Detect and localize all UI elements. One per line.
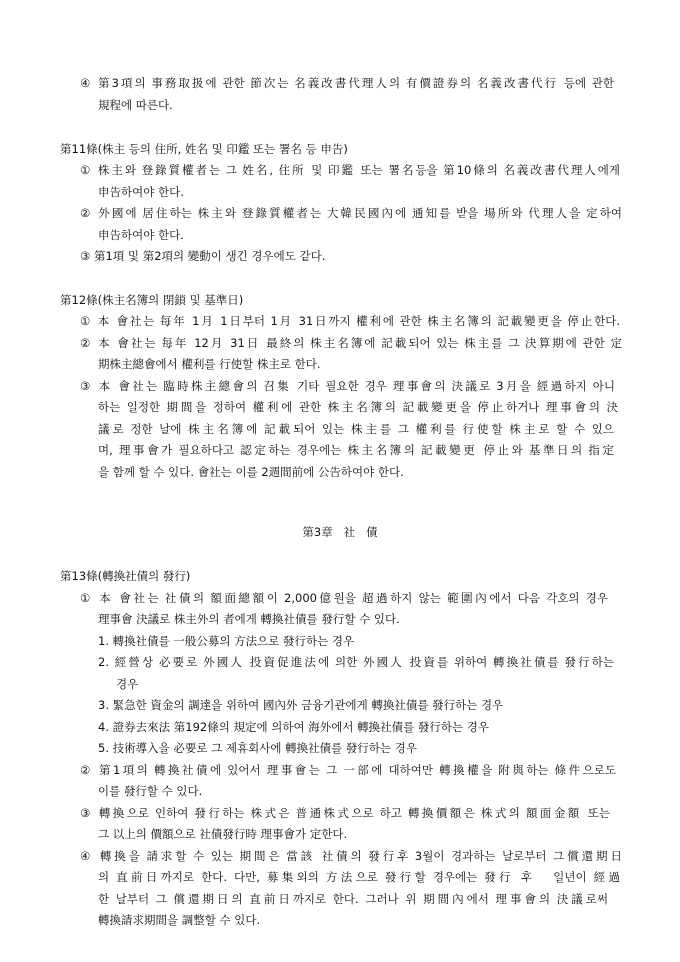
clause-12-3-line-4: 며, 理事會가 필요하다고 認定하는 경우에는 株主名簿의 記載變更 停止와 基準日의 指定 — [98, 443, 614, 457]
clause-13-4-line-1: ④ 轉換을 請求할 수 있는 期間은 當該 社債의 發行후 3월이 경과하는 날로부터 그償還期日 — [80, 849, 622, 863]
clause-11-1-line-1: ① 株主와 登錄質權者는 그 姓名, 住所 및 印鑑 또는 署名등을 第10條의 名義改書代理人에게 — [80, 163, 620, 177]
article-11-heading: 第11條(株主 등의 住所, 姓名 및 印鑑 또는 署名 등 申告) — [60, 142, 348, 156]
clause-10-4-line-1: ④ 第3項의 事務取扱에 관한 節次는 名義改書代理人의 有價證券의 名義改書代行 등에 관한 — [80, 76, 614, 90]
clause-13-4-line-3: 한 날부터 그 償還期日의 直前日까지로 한다. 그러나 위 期間內에서 理事會의 決議로써 — [98, 892, 608, 906]
article-12-heading: 第12條(株主名簿의 閉鎖 및 基準日) — [60, 293, 244, 307]
clause-13-4-line-4: 轉換請求期間을 調整할 수 있다. — [98, 913, 261, 927]
clause-11-2-line-2: 申告하여야 한다. — [98, 228, 184, 242]
clause-12-3-line-2: 하는 일정한 期間을 정하여 權利에 관한 株主名簿의 記載變更을 停止하거나 理事會의 決 — [98, 400, 618, 414]
clause-12-3-line-1: ③ 本 會社는 臨時株主總會의 召集 기타 필요한 경우 理事會의 決議로 3月을 經過하지 아니 — [80, 379, 615, 393]
clause-13-2-line-2: 이를 發行할 수 있다. — [98, 784, 203, 798]
clause-13-1-item-4: 4. 證券去來法 第192條의 規定에 의하여 海外에서 轉換社債를 發行하는 경우 — [98, 720, 489, 734]
clause-13-4-line-2: 의 直前日까지로 한다. 다만, 募集외의 方法으로 發行할 경우에는 發行 후 일년이 經過 — [98, 870, 620, 884]
clause-13-1-item-2-line-2: 경우 — [116, 677, 139, 691]
clause-11-3: ③ 第1項 및 第2項의 變動이 생긴 경우에도 같다. — [80, 249, 326, 263]
clause-13-3-line-1: ③ 轉換으로 인하여 發行하는 株式은 普通株式으로 하고 轉換價額은 株式의 額面金額 또는 — [80, 806, 610, 820]
clause-12-3-line-5: 을 함께 할 수 있다. 會社는 이를 2週間前에 公告하여야 한다. — [98, 465, 404, 479]
clause-12-1: ① 本 會社는 每年 1月 1日부터 1月 31日까지 權利에 관한 株主名簿의 記載變更을 停止한다. — [80, 314, 620, 328]
clause-13-2-line-1: ② 第1項의 轉換社債에 있어서 理事會는 그 一部에 대하여만 轉換權을 附與하는 條件으로도 — [80, 763, 616, 777]
clause-12-3-line-3: 議로 정한 날에 株主名簿에 記載되어 있는 株主를 그 權利를 行使할 株主로 할 수 있으 — [98, 422, 614, 436]
clause-12-2-line-2: 期株主總會에서 權利를 行使할 株主로 한다. — [98, 357, 321, 371]
clause-13-1-item-3: 3. 緊急한 資金의 調達을 위하여 國內外 금융기관에게 轉換社債를 發行하는 경우 — [98, 698, 504, 712]
article-13-heading: 第13條(轉換社債의 發行) — [60, 569, 191, 583]
clause-13-1-item-1: 1. 轉換社債를 一般公募의 方法으로 發行하는 경우 — [98, 634, 355, 648]
clause-12-2-line-1: ② 本 會社는 每年 12月 31日 最終의 株主名簿에 記載되어 있는 株主를 그 決算期에 관한 定 — [80, 336, 622, 350]
chapter-3-heading: 第3章 社 債 — [302, 525, 378, 539]
clause-13-3-line-2: 그 以上의 價額으로 社債發行時 理事會가 定한다. — [98, 827, 348, 841]
clause-10-4-line-2: 規程에 따른다. — [98, 98, 173, 112]
clause-11-1-line-2: 申告하여야 한다. — [98, 185, 184, 199]
clause-13-1-item-2-line-1: 2. 經營상 必要로 外國人 投資促進法에 의한 外國人 投資를 위하여 轉換社債를 發行하는 — [98, 655, 614, 669]
clause-13-1-line-1: ① 本 會社는 社債의 額面總額이 2,000億원을 超過하지 않는 範圍內에서 다음 각호의 경우 — [80, 591, 608, 605]
clause-13-1-item-5: 5. 技術導入을 必要로 그 제휴회사에 轉換社債를 發行하는 경우 — [98, 741, 417, 755]
clause-11-2-line-1: ② 外國에 居住하는 株主와 登錄質權者는 大韓民國內에 通知를 받을 場所와 代理人을 定하여 — [80, 206, 622, 220]
clause-13-1-line-2: 理事會 決議로 株主外의 者에게 轉換社債를 發行할 수 있다. — [98, 612, 400, 626]
